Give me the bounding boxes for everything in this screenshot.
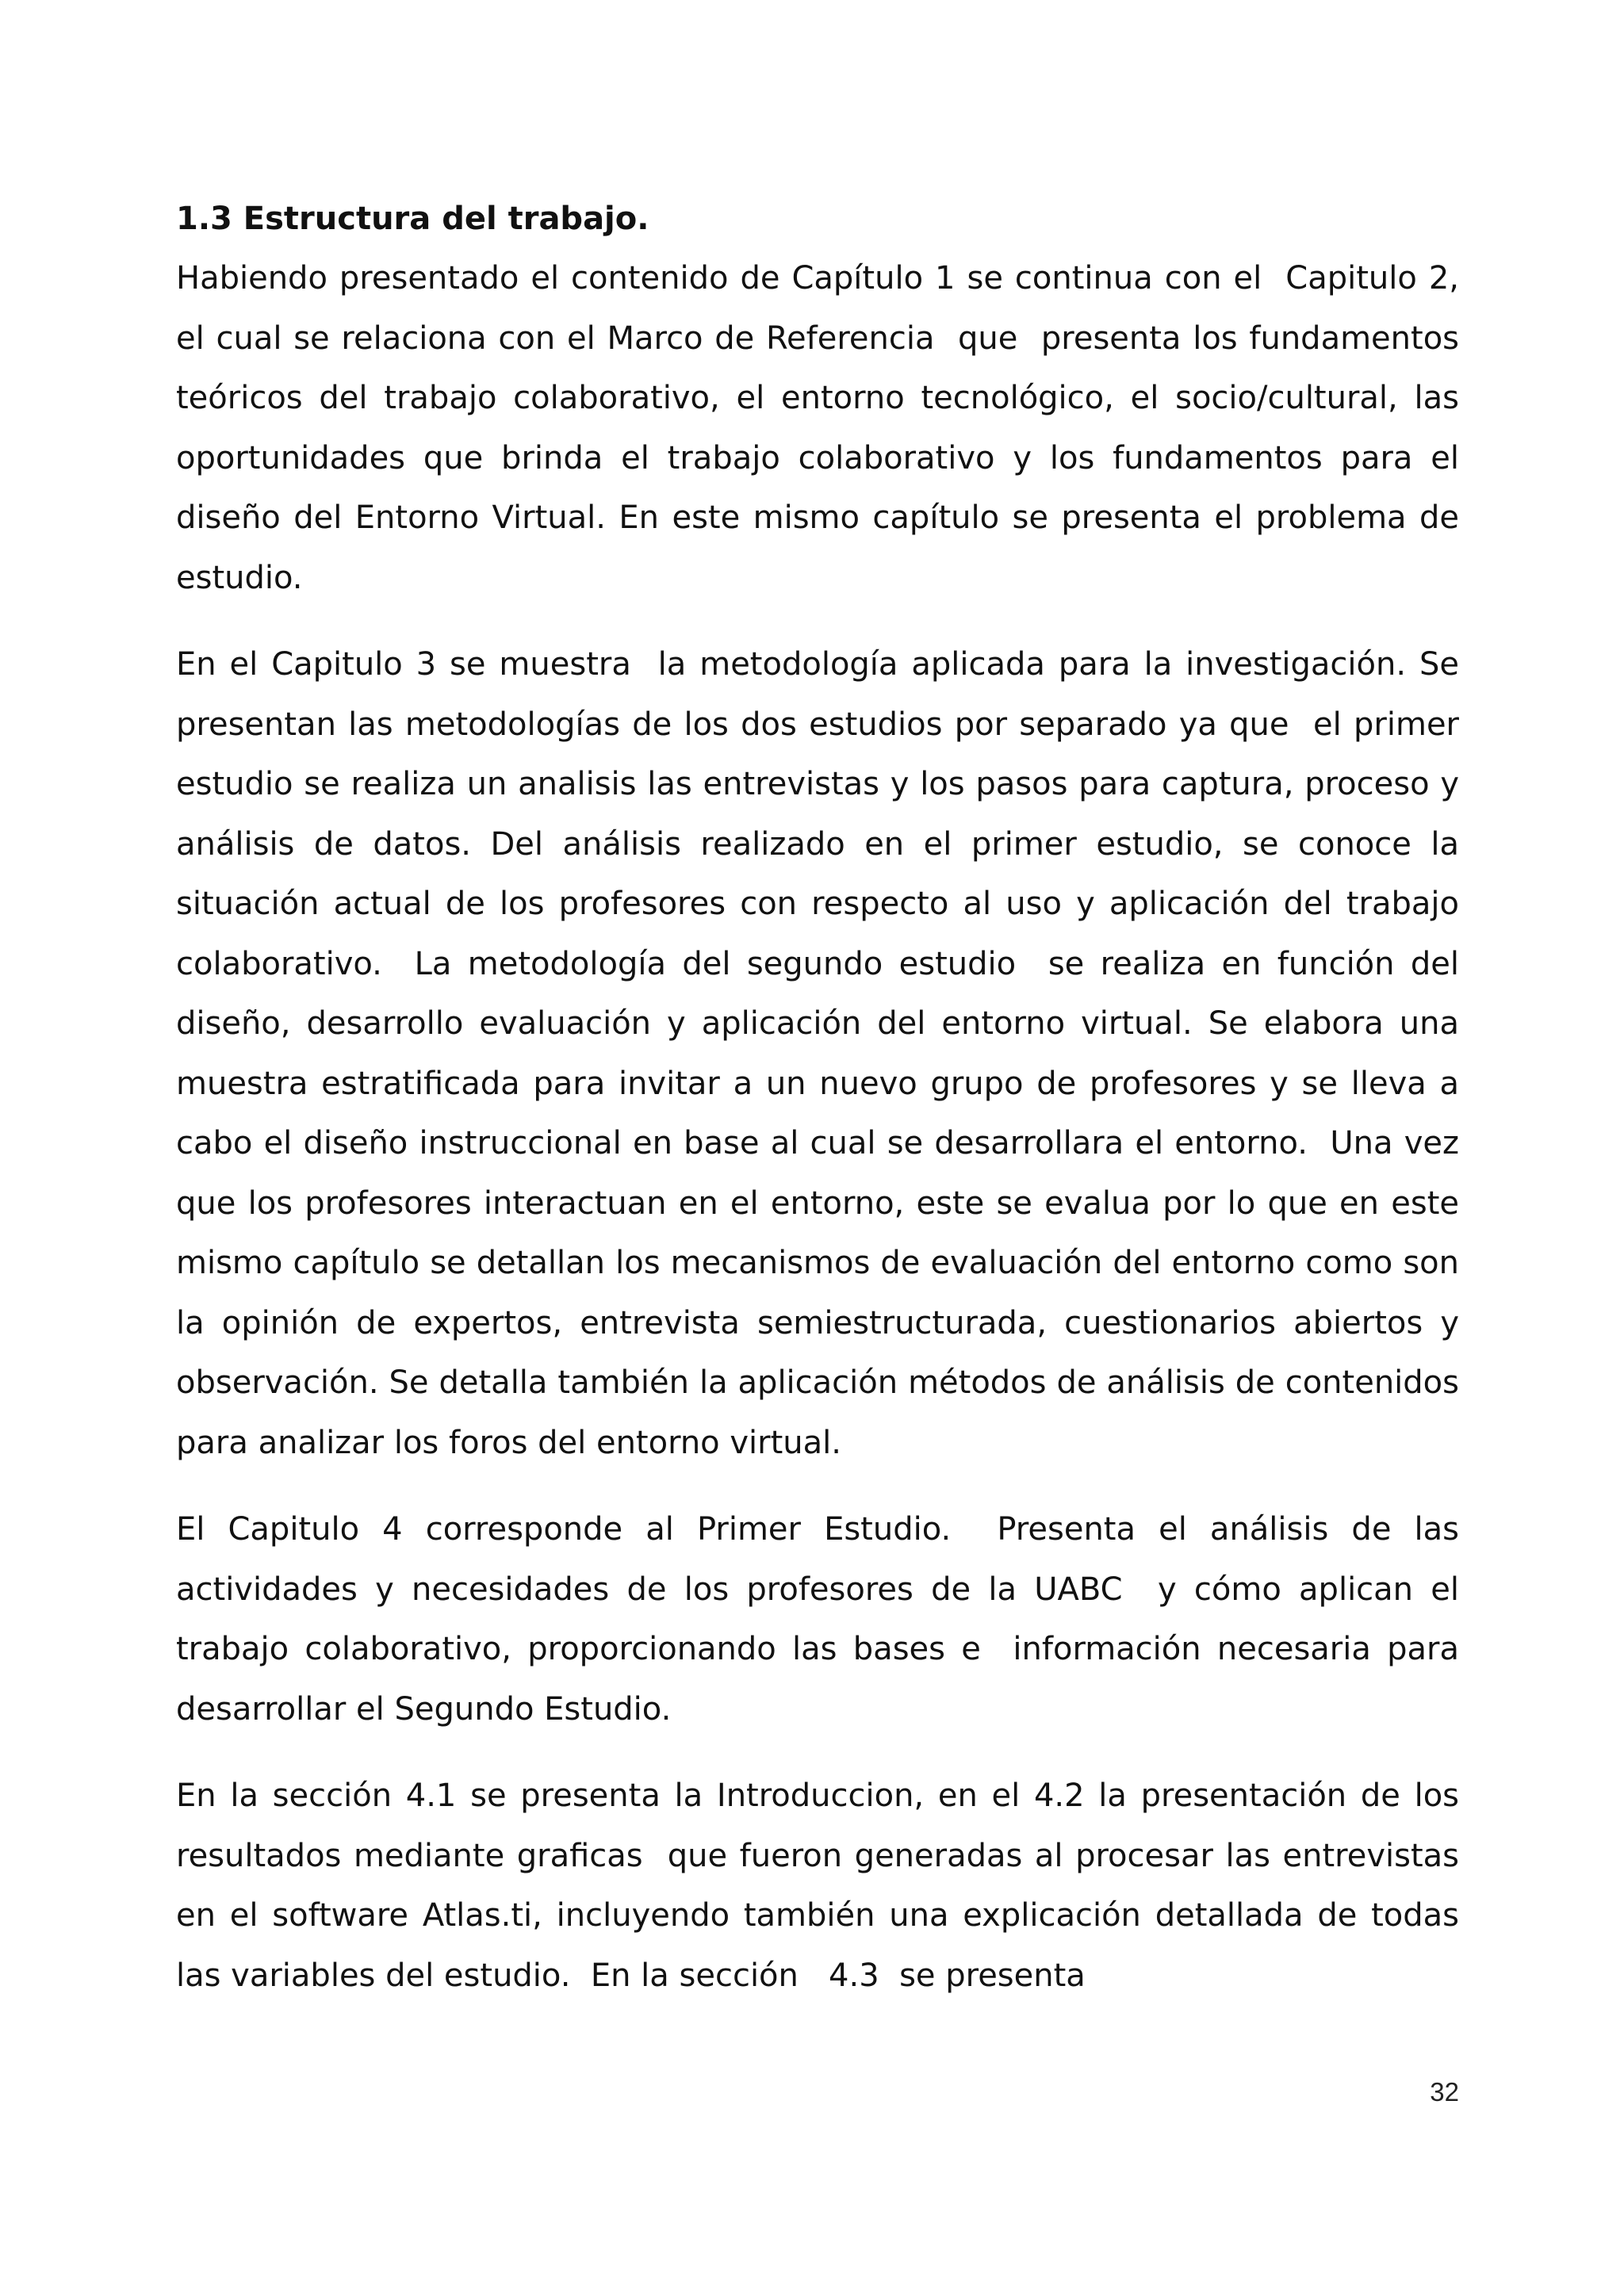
document-body [176, 189, 1469, 2033]
paragraph-4: En la sección 4.1 se presenta la Introduccion, en el 4.2 la presentación de los resultados mediante graficas que fueron generadas al procesar las entrevistas en el software Atlas.ti, incluyendo también una explicación detallada de todas las variables del estudio. En la sección 4.3 se presenta [176, 1777, 1469, 1994]
paragraph-1: Habiendo presentado el contenido de Capítulo 1 se continua con el Capitulo 2, el cual se relaciona con el Marco de Referencia que presenta los fundamentos teóricos del trabajo colaborativo, el entorno tecnológico, el socio/cultural, las oportunidades que brinda el trabajo colaborativo y los fundamentos para el diseño del Entorno Virtual. En este mismo capítulo se presenta el problema de estudio. [176, 260, 1469, 596]
paragraph-3: El Capitulo 4 corresponde al Primer Estudio. Presenta el análisis de las actividades y necesidades de los profesores de la UABC y cómo aplican el trabajo colaborativo, proporcionando las bases e información necesaria para desarrollar el Segundo Estudio. [176, 1511, 1469, 1728]
page-number: 32 [1430, 2077, 1459, 2107]
paragraph-2: En el Capitulo 3 se muestra la metodología aplicada para la investigación. Se presentan las metodologías de los dos estudios por separado ya que el primer estudio se realiza un analisis las entrevistas y los pasos para captura, proceso y análisis de datos. Del análisis realizado en el primer estudio, se conoce la situación actual de los profesores con respecto al uso y aplicación del trabajo colaborativo. La metodología del segundo estudio se realiza en función del diseño, desarrollo evaluación y aplicación del entorno virtual. Se elabora una muestra estratificada para invitar a un nuevo grupo de profesores y se lleva a cabo el diseño instruccional en base al cual se desarrollara el entorno. Una vez que los profesores interactuan en el entorno, este se evalua por lo que en este mismo capítulo se detallan los mecanismos de evaluación del entorno como son la opinión de expertos, entrevista semiestructurada, cuestionarios abiertos y observación. Se detalla también la aplicación métodos de análisis de contenidos para analizar los foros del entorno virtual. [176, 646, 1469, 1461]
section-heading: 1.3 Estructura del trabajo. [176, 201, 649, 237]
